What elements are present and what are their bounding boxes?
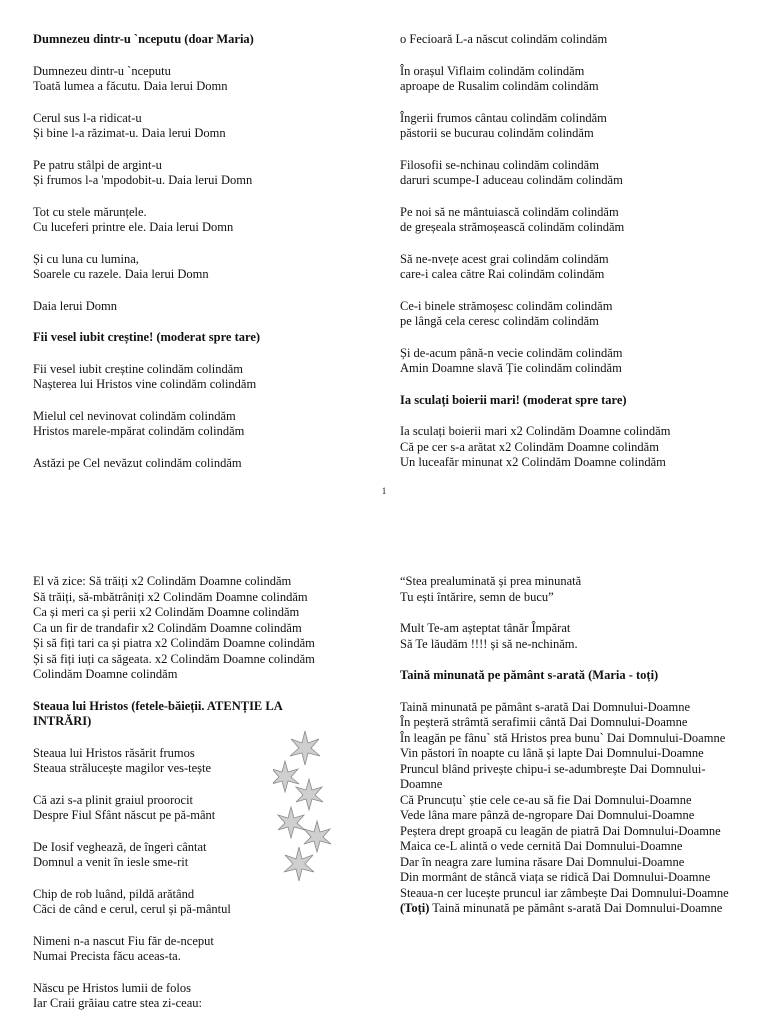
verse-line: Steaua-n cer lucește pruncul iar zâmbește Dai Domnului-Doamne — [400, 885, 729, 900]
verse-line: Mielul cel nevinovat colindăm colindăm — [33, 408, 236, 423]
verse-line: Cu luceferi printre ele. Daia lerui Domn — [33, 220, 234, 234]
stanza — [400, 158, 745, 189]
verse-line: În leagăn pe fânu` stă Hristos prea bunu` Dai Domnului-Doamne — [400, 730, 726, 745]
verse-line: Fii vesel iubit creștine colindăm colindăm — [33, 361, 244, 376]
verse-line: Căci de când e cerul, cerul și pă-mântul — [33, 902, 231, 916]
verse-line: Și frumos l-a 'mpodobit-u. Daia lerui Domn — [33, 173, 253, 187]
stanza — [33, 299, 373, 315]
verse-line: Să Te lăudăm !!!! și să ne-nchinăm. — [400, 636, 578, 651]
verse-line: Dumnezeu dintr-u `nceputu — [33, 63, 171, 78]
stanza — [400, 424, 745, 471]
page-2 — [0, 560, 768, 1024]
verse-line: de greșeala strămoșească colindăm colindăm — [400, 220, 625, 234]
verse-line: Steaua strălucește magilor ves-tește — [33, 761, 212, 775]
verse-line: pe lângă cela ceresc colindăm colindăm — [400, 314, 599, 328]
song-title-dumnezeu: Dumnezeu dintr-u `nceputu (doar Maria) — [33, 32, 254, 46]
page-number: 1 — [381, 486, 387, 496]
verse-line: Iar Craii grăiau catre stea zi-ceau: — [33, 996, 202, 1010]
stanza — [33, 409, 373, 440]
verse-line: Ca un fir de trandafir x2 Colindăm Doamne colindăm — [33, 620, 302, 635]
page1-right-column — [400, 32, 745, 487]
verse-line: Dar în neagra zare lumina răsare Dai Domnului-Doamne — [400, 854, 685, 869]
verse-line: Astăzi pe Cel nevăzut colindăm colindăm — [33, 455, 242, 470]
verse-line: Despre Fiul Sfânt născut pe pă-mânt — [33, 808, 216, 822]
stanza — [400, 700, 745, 902]
star-icon — [278, 807, 305, 838]
verse-line: Tot cu stele mărunțele. — [33, 204, 147, 219]
verse-line: Să trăiți, să-mbătrâniți x2 Colindăm Doamne colindăm — [33, 589, 308, 604]
verse-line: Toată lumea a făcutu. Daia lerui Domn — [33, 79, 228, 93]
verse-line: Ia sculați boierii mari x2 Colindăm Doamne colindăm — [400, 424, 671, 438]
verse-line: Tu ești întărire, semn de bucu” — [400, 589, 554, 604]
star-icon — [304, 821, 331, 852]
verse-line: Pruncul blând privește chipu-i se-adumbrește Dai Domnului-Doamne — [400, 761, 706, 791]
page2-left-column — [33, 574, 373, 1028]
verse-line: De Iosif veghează, de îngeri cântat — [33, 839, 207, 854]
verse-line: Mult Te-am așteptat tânăr Împărat — [400, 621, 571, 635]
song-title-steaua: Steaua lui Hristos (fetele-băieții. ATENȚIE LA INTRĂRI) — [33, 698, 283, 728]
stanza — [400, 574, 745, 605]
stanza — [33, 205, 373, 236]
verse-line: Că Pruncuțu` știe cele ce-au să fie Dai Domnului-Doamne — [400, 792, 692, 807]
star-icon — [296, 779, 323, 810]
verse-line: care-i calea către Rai colindăm colindăm — [400, 267, 605, 281]
verse-line: Daia lerui Domn — [33, 298, 118, 313]
stanza — [400, 111, 745, 142]
verse-line: În orașul Viflaim colindăm colindăm — [400, 63, 585, 78]
song-title-fii-vesel: Fii vesel iubit creștine! (moderat spre tare) — [33, 330, 261, 344]
verse-line: Soarele cu razele. Daia lerui Domn — [33, 267, 209, 281]
stanza — [33, 574, 373, 683]
verse-line: Peștera drept groapă cu leagăn de piatră Dai Domnului-Doamne — [400, 823, 721, 838]
verse-line-last — [400, 901, 745, 917]
verse-line: Și bine l-a răzimat-u. Daia lerui Domn — [33, 126, 226, 140]
verse-line: o Fecioară L-a născut colindăm colindăm — [400, 32, 608, 46]
verse-line: Amin Doamne slavă Ție colindăm colindăm — [400, 361, 622, 375]
verse-line: Să ne-nvețe acest grai colindăm colindăm — [400, 251, 609, 266]
stanza — [400, 205, 745, 236]
verse-line: Și de-acum până-n vecie colindăm colindăm — [400, 345, 623, 360]
verse-line: “Stea prealuminată și prea minunată — [400, 574, 582, 588]
verse-line: Colindăm Doamne colindăm — [33, 667, 178, 681]
verse-line: El vă zice: Să trăiți x2 Colindăm Doamne colindăm — [33, 574, 292, 588]
verse-line: Din mormânt de stâncă viața se ridică Dai Domnului-Doamne — [400, 870, 711, 884]
verse-line: Numai Precista făcu aceas-ta. — [33, 949, 181, 963]
verse-line: Și să fiți tari ca și piatra x2 Colindăm Doamne colindăm — [33, 636, 315, 650]
verse-line: Îngerii frumos cântau colindăm colindăm — [400, 110, 607, 125]
stanza — [400, 299, 745, 330]
verse-line: Că pe cer s-a arătat x2 Colindăm Doamne colindăm — [400, 439, 659, 454]
decorative-stars-icon — [273, 729, 333, 889]
stanza — [400, 64, 745, 95]
verse-line: Nașterea lui Hristos vine colindăm colindăm — [33, 377, 257, 391]
verse-line: Vede lâna mare pânză de-ngropare Dai Domnului-Doamne — [400, 808, 695, 822]
verse-line: Și cu luna cu lumina, — [33, 251, 139, 266]
stanza — [33, 362, 373, 393]
verse-line: Pe noi să ne mântuiască colindăm colindăm — [400, 204, 619, 219]
all-sing-marker: (Toți) — [400, 901, 430, 915]
stanza — [400, 621, 745, 652]
verse-line: Un luceafăr minunat x2 Colindăm Doamne colindăm — [400, 455, 666, 469]
verse-line: Și să fiți iuți ca săgeata. x2 Colindăm Doamne colindăm — [33, 651, 315, 666]
verse-line: Ce-i binele strămoșesc colindăm colindăm — [400, 298, 613, 313]
stanza — [33, 252, 373, 283]
verse-line: Hristos marele-mpărat colindăm colindăm — [33, 424, 245, 438]
verse-line: Ca și meri ca și perii x2 Colindăm Doamne colindăm — [33, 605, 300, 619]
stanza — [33, 158, 373, 189]
verse-line: Pe patru stâlpi de argint-u — [33, 157, 162, 172]
verse-line: Domnul a venit în iesle sme-rit — [33, 855, 189, 869]
verse-line: Cerul sus l-a ridicat-u — [33, 110, 142, 125]
star-icon — [284, 847, 314, 881]
verse-line: Filosofii se-nchinau colindăm colindăm — [400, 157, 599, 172]
song-title-ia-sculati: Ia sculați boierii mari! (moderat spre tare) — [400, 392, 627, 407]
verse-line: Nimeni n-a nascut Fiu făr de-nceput — [33, 933, 214, 948]
song-title-taina: Taină minunată pe pământ s-arată (Maria - toți) — [400, 668, 659, 682]
verse-text: Taină minunată pe pământ s-arată Dai Domnului-Doamne — [429, 901, 723, 915]
stanza — [400, 32, 745, 48]
verse-line: Născu pe Hristos lumii de folos — [33, 980, 191, 995]
verse-line: păstorii se bucurau colindăm colindăm — [400, 126, 594, 140]
verse-line: Maica ce-L alintă o vede cernită Dai Domnului-Doamne — [400, 839, 683, 853]
verse-line: Vin păstori în noapte cu lână și lapte Dai Domnului-Doamne — [400, 746, 704, 760]
star-icon — [273, 761, 299, 792]
page2-right-column — [400, 574, 745, 917]
verse-line: În peșteră strâmtă serafimii cântă Dai Domnului-Doamne — [400, 715, 688, 729]
page-1 — [0, 0, 768, 500]
verse-line: Că azi s-a plinit graiul proorocit — [33, 792, 194, 807]
page1-left-column — [33, 32, 373, 487]
stanza — [33, 981, 373, 1012]
stanza — [33, 456, 373, 472]
stanza — [33, 934, 373, 965]
stanza — [33, 64, 373, 95]
stanza — [33, 887, 373, 918]
stanza — [400, 252, 745, 283]
verse-line: Taină minunată pe pământ s-arată Dai Domnului-Doamne — [400, 699, 690, 714]
stanza — [400, 346, 745, 377]
verse-line: Chip de rob luând, pildă arătând — [33, 886, 195, 901]
star-icon — [290, 731, 320, 765]
stanza — [33, 111, 373, 142]
verse-line: daruri scumpe-I aduceau colindăm colindăm — [400, 173, 623, 187]
verse-line: Steaua lui Hristos răsărit frumos — [33, 745, 195, 760]
verse-line: aproape de Rusalim colindăm colindăm — [400, 79, 599, 93]
